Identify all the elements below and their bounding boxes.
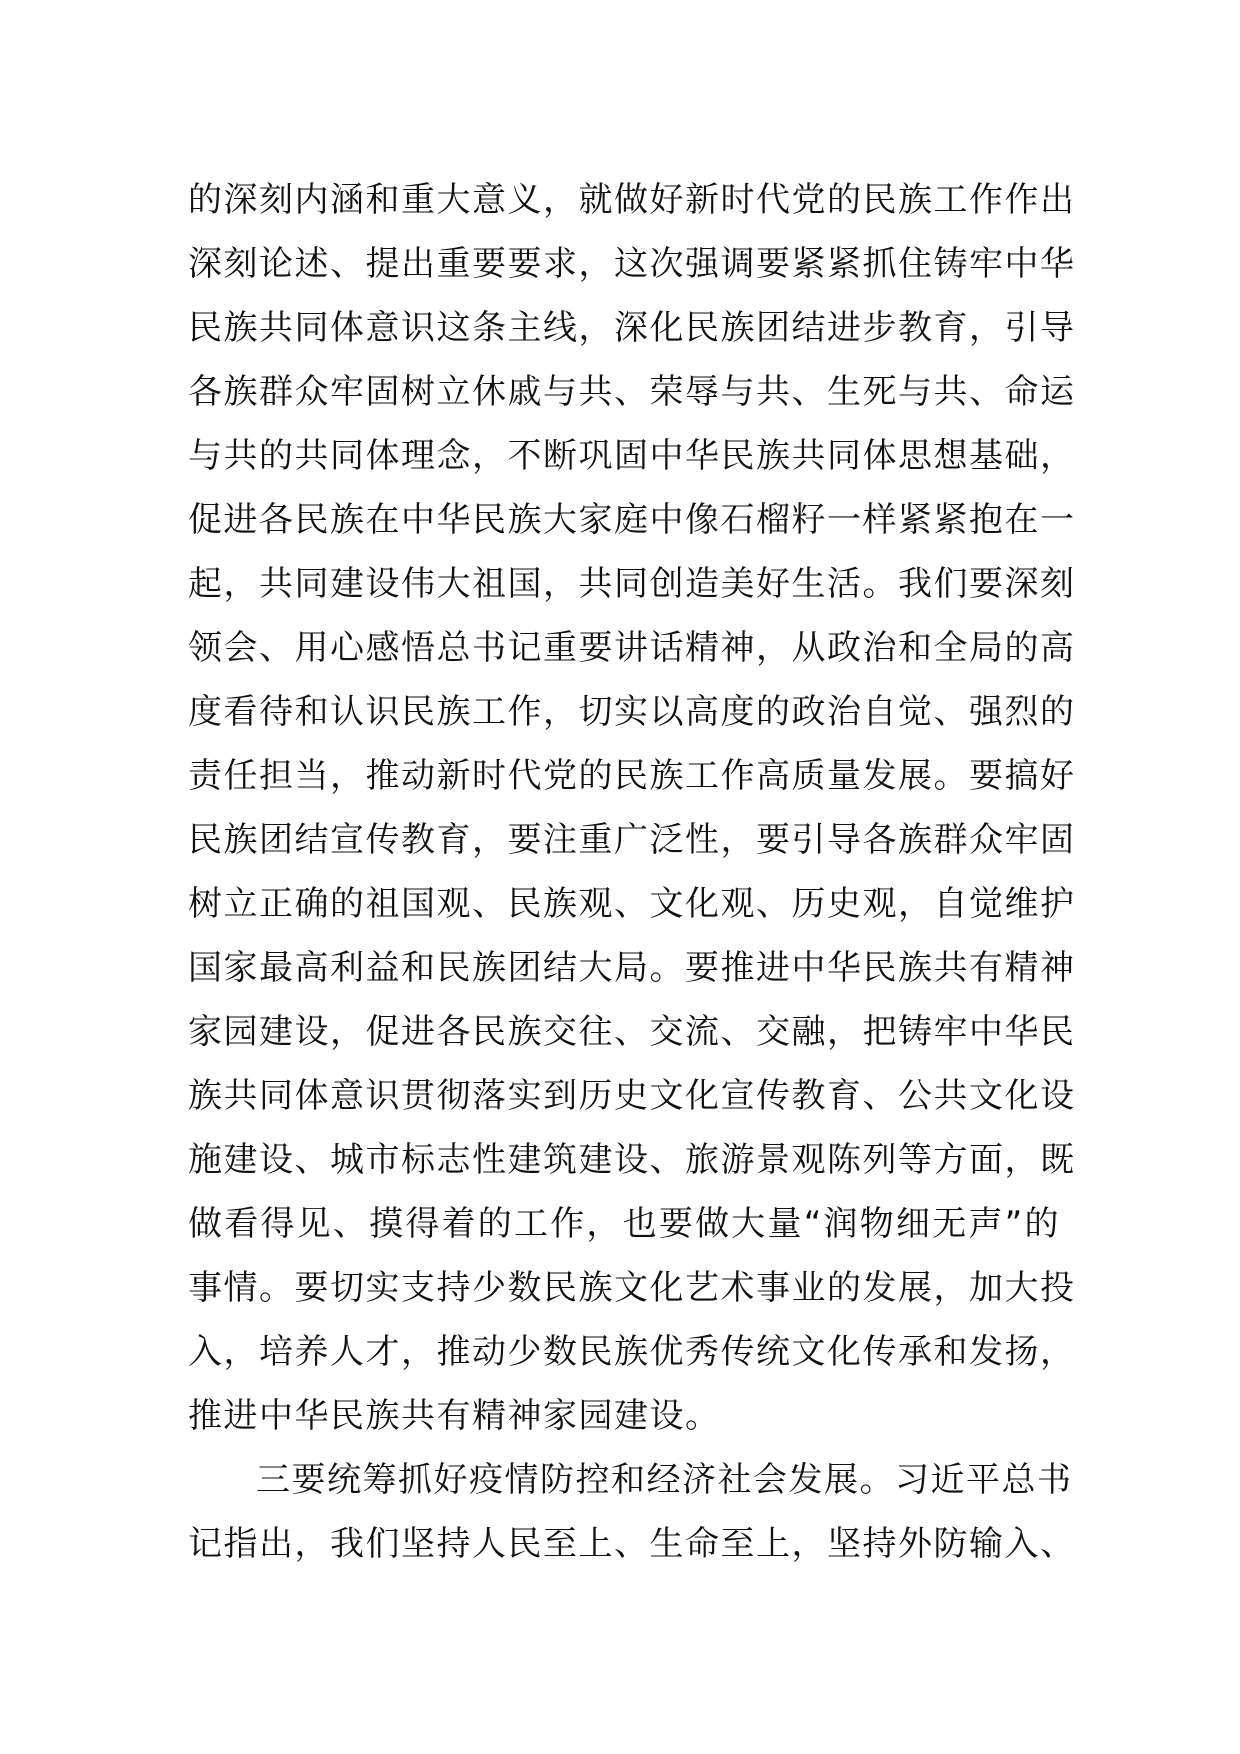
paragraph-line: 起，共同建设伟大祖国，共同创造美好生活。我们要深刻 <box>188 564 1076 604</box>
paragraph-line: 做看得见、摸得着的工作，也要做大量“润物细无声”的 <box>188 1204 1060 1244</box>
paragraph-line: 三要统筹抓好疫情防控和经济社会发展。习近平总书 <box>256 1460 1073 1500</box>
paragraph-line: 国家最高利益和民族团结大局。要推进中华民族共有精神 <box>188 948 1076 988</box>
paragraph-line: 领会、用心感悟总书记重要讲话精神，从政治和全局的高 <box>188 628 1076 668</box>
paragraph-line: 度看待和认识民族工作，切实以高度的政治自觉、强烈的 <box>188 692 1076 732</box>
paragraph-line: 与共的共同体理念，不断巩固中华民族共同体思想基础， <box>188 436 1076 476</box>
paragraph-line: 施建设、城市标志性建筑建设、旅游景观陈列等方面，既 <box>188 1140 1076 1180</box>
paragraph-line: 责任担当，推动新时代党的民族工作高质量发展。要搞好 <box>188 756 1076 796</box>
paragraph-line: 记指出，我们坚持人民至上、生命至上，坚持外防输入、 <box>188 1524 1076 1564</box>
paragraph-line: 家园建设，促进各民族交往、交流、交融，把铸牢中华民 <box>188 1012 1076 1052</box>
paragraph-line: 事情。要切实支持少数民族文化艺术事业的发展，加大投 <box>188 1268 1076 1308</box>
paragraph-line: 入，培养人才，推动少数民族优秀传统文化传承和发扬， <box>188 1332 1076 1372</box>
paragraph-line: 各族群众牢固树立休戚与共、荣辱与共、生死与共、命运 <box>188 372 1076 412</box>
paragraph-line: 民族团结宣传教育，要注重广泛性，要引导各族群众牢固 <box>188 820 1076 860</box>
paragraph-line: 深刻论述、提出重要要求，这次强调要紧紧抓住铸牢中华 <box>188 244 1076 284</box>
paragraph-line: 民族共同体意识这条主线，深化民族团结进步教育，引导 <box>188 308 1076 348</box>
paragraph-line: 的深刻内涵和重大意义，就做好新时代党的民族工作作出 <box>188 180 1076 220</box>
paragraph-line: 族共同体意识贯彻落实到历史文化宣传教育、公共文化设 <box>188 1076 1076 1116</box>
paragraph-line: 树立正确的祖国观、民族观、文化观、历史观，自觉维护 <box>188 884 1076 924</box>
paragraph-line: 推进中华民族共有精神家园建设。 <box>188 1396 721 1436</box>
paragraph-line: 促进各民族在中华民族大家庭中像石榴籽一样紧紧抱在一 <box>188 500 1076 540</box>
document-body <box>188 168 1076 1576</box>
